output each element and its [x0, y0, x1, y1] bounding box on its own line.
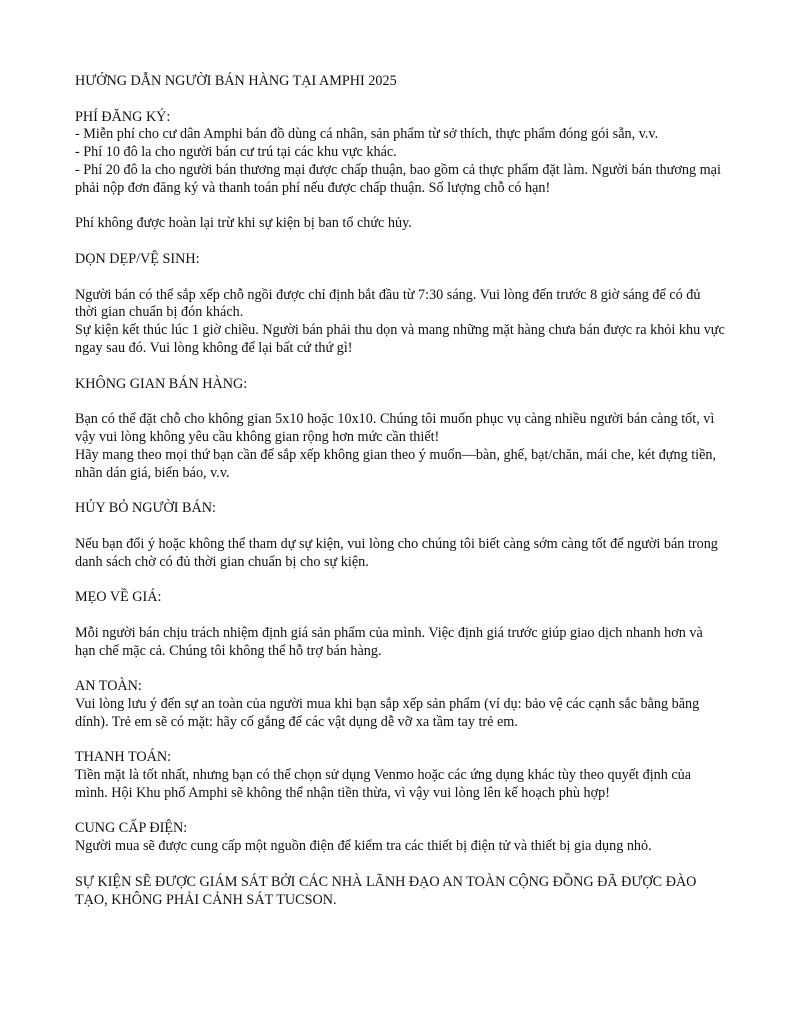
spacer	[75, 269, 725, 287]
space-heading: KHÔNG GIAN BÁN HÀNG:	[75, 375, 248, 392]
spacer	[75, 803, 725, 821]
fees-item-residents: - Miễn phí cho cư dân Amphi bán đồ dùng cá nhân, sản phẩm từ sở thích, thực phẩm đóng gói sẵn, v.v.	[75, 126, 659, 143]
closing-statement: SỰ KIỆN SẼ ĐƯỢC GIÁM SÁT BỞI CÁC NHÀ LÃNH ĐẠO AN TOÀN CỘNG ĐỒNG ĐÃ ĐƯỢC ĐÀO TẠO, KHÔNG PHẢI CẢNH SÁT TUCSON.	[75, 873, 697, 908]
space-paragraph-size: Bạn có thể đặt chỗ cho không gian 5x10 hoặc 10x10. Chúng tôi muốn phục vụ càng nhiều người bán càng tốt, vì vậy vui lòng không yêu cầu không gian rộng hơn mức cần thiết!	[75, 411, 715, 445]
spacer	[75, 571, 725, 589]
fees-heading: PHÍ ĐĂNG KÝ:	[75, 108, 171, 125]
cancel-paragraph: Nếu bạn đổi ý hoặc không thể tham dự sự kiện, vui lòng cho chúng tôi biết càng sớm càng tốt để người bán trong danh sách chờ có đủ thời gian chuẩn bị cho sự kiện.	[75, 535, 718, 570]
safety-paragraph: Vui lòng lưu ý đến sự an toàn của người mua khi bạn sắp xếp sản phẩm (ví dụ: bảo vệ các cạnh sắc bằng băng dính). Trẻ em sẽ có mặt: hãy cố gắng để các vật dụng dễ vỡ xa tầm tay trẻ em.	[75, 695, 700, 730]
spacer	[75, 482, 725, 500]
fees-item-commercial: - Phí 20 đô la cho người bán thương mại được chấp thuận, bao gồm cả thực phẩm đặt làm. Người bán thương mại phải nộp đơn đăng ký và thanh toán phí nếu được chấp thuận. Số lượng chỗ có hạn!	[75, 161, 721, 196]
cancel-heading: HỦY BỎ NGƯỜI BÁN:	[75, 500, 216, 517]
spacer	[75, 607, 725, 625]
spacer	[75, 233, 725, 251]
safety-heading: AN TOÀN:	[75, 678, 142, 695]
spacer	[75, 518, 725, 536]
power-heading: CUNG CẤP ĐIỆN:	[75, 820, 188, 837]
spacer	[75, 198, 725, 216]
fees-refund-note: Phí không được hoàn lại trừ khi sự kiện bị ban tổ chức hủy.	[75, 215, 412, 232]
spacer	[75, 358, 725, 376]
document-page	[75, 73, 725, 909]
spacer	[75, 856, 725, 874]
power-paragraph: Người mua sẽ được cung cấp một nguồn điện để kiểm tra các thiết bị điện tử và thiết bị gia dụng nhỏ.	[75, 838, 652, 855]
pricing-heading: MẸO VỀ GIÁ:	[75, 589, 162, 606]
cleanup-paragraph-end: Sự kiện kết thúc lúc 1 giờ chiều. Người bán phải thu dọn và mang những mặt hàng chưa bán được ra khỏi khu vực ngay sau đó. Vui lòng không để lại bất cứ thứ gì!	[75, 322, 725, 356]
fees-item-other-areas: - Phí 10 đô la cho người bán cư trú tại các khu vực khác.	[75, 144, 397, 161]
spacer	[75, 393, 725, 411]
pricing-paragraph: Mỗi người bán chịu trách nhiệm định giá sản phẩm của mình. Việc định giá trước giúp giao dịch nhanh hơn và hạn chế mặc cả. Chúng tôi không thể hỗ trợ bán hàng.	[75, 624, 703, 659]
spacer	[75, 660, 725, 678]
spacer	[75, 731, 725, 749]
payment-paragraph: Tiền mặt là tốt nhất, nhưng bạn có thể chọn sử dụng Venmo hoặc các ứng dụng khác tùy theo quyết định của mình. Hội Khu phố Amphi sẽ không thể nhận tiền thừa, vì vậy vui lòng lên kế hoạch phù hợp!	[75, 767, 692, 801]
payment-heading: THANH TOÁN:	[75, 749, 172, 766]
cleanup-paragraph-setup: Người bán có thể sắp xếp chỗ ngồi được chỉ định bắt đầu từ 7:30 sáng. Vui lòng đến trước 8 giờ sáng để có đủ thời gian chuẩn bị đón khách.	[75, 286, 701, 321]
cleanup-heading: DỌN DẸP/VỆ SINH:	[75, 250, 200, 267]
document-title: HƯỚNG DẪN NGƯỜI BÁN HÀNG TẠI AMPHI 2025	[75, 73, 397, 89]
space-paragraph-bring: Hãy mang theo mọi thứ bạn cần để sắp xếp không gian theo ý muốn—bàn, ghế, bạt/chăn, mái che, két đựng tiền, nhãn dán giá, biển báo, v.v.	[75, 446, 717, 481]
